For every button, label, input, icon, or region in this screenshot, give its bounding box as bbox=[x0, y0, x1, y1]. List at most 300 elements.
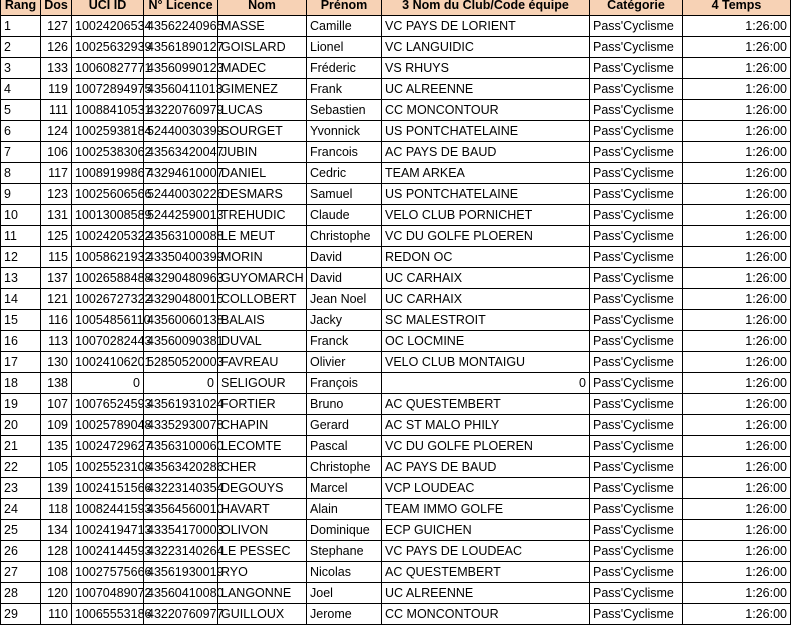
cell-dos[interactable]: 117 bbox=[41, 163, 72, 184]
cell-prenom[interactable]: Marcel bbox=[307, 478, 382, 499]
cell-rang[interactable]: 8 bbox=[1, 163, 41, 184]
cell-dos[interactable]: 128 bbox=[41, 541, 72, 562]
table-row bbox=[1, 478, 791, 499]
cell-temps[interactable]: 1:26:00 bbox=[683, 478, 791, 499]
table-row bbox=[1, 520, 791, 541]
cell-club[interactable]: VC PAYS DE LOUDEAC bbox=[382, 541, 590, 562]
table-row bbox=[1, 562, 791, 583]
cell-dos[interactable]: 139 bbox=[41, 478, 72, 499]
cell-temps[interactable]: 1:26:00 bbox=[683, 604, 791, 625]
cell-club[interactable]: UC ALREENNE bbox=[382, 583, 590, 604]
cell-licence[interactable]: 43290480015 bbox=[144, 289, 218, 310]
cell-categorie[interactable]: Pass'Cyclisme bbox=[590, 499, 683, 520]
cell-categorie[interactable]: Pass'Cyclisme bbox=[590, 16, 683, 37]
cell-categorie[interactable]: Pass'Cyclisme bbox=[590, 331, 683, 352]
cell-club[interactable]: CC MONCONTOUR bbox=[382, 100, 590, 121]
cell-uci-id[interactable]: 10088410531 bbox=[72, 100, 144, 121]
cell-licence[interactable]: 52850520003 bbox=[144, 352, 218, 373]
cell-licence[interactable]: 43223140354 bbox=[144, 478, 218, 499]
cell-nom[interactable]: BALAIS bbox=[218, 310, 307, 331]
cell-dos[interactable]: 110 bbox=[41, 604, 72, 625]
cell-licence[interactable]: 43560410080 bbox=[144, 583, 218, 604]
cell-dos[interactable]: 106 bbox=[41, 142, 72, 163]
cell-temps[interactable]: 1:26:00 bbox=[683, 541, 791, 562]
cell-categorie[interactable]: Pass'Cyclisme bbox=[590, 604, 683, 625]
cell-rang[interactable]: 5 bbox=[1, 100, 41, 121]
cell-uci-id[interactable]: 10025789048 bbox=[72, 415, 144, 436]
cell-temps[interactable]: 1:26:00 bbox=[683, 37, 791, 58]
cell-categorie[interactable]: Pass'Cyclisme bbox=[590, 58, 683, 79]
cell-nom[interactable]: DUVAL bbox=[218, 331, 307, 352]
cell-rang[interactable]: 15 bbox=[1, 310, 41, 331]
table-row bbox=[1, 247, 791, 268]
cell-dos[interactable]: 116 bbox=[41, 310, 72, 331]
cell-prenom[interactable]: Olivier bbox=[307, 352, 382, 373]
cell-licence[interactable]: 52440030226 bbox=[144, 184, 218, 205]
cell-prenom[interactable]: Jean Noel bbox=[307, 289, 382, 310]
cell-uci-id[interactable]: 10025606566 bbox=[72, 184, 144, 205]
cell-club[interactable]: US PONTCHATELAINE bbox=[382, 184, 590, 205]
cell-licence[interactable]: 43564560010 bbox=[144, 499, 218, 520]
cell-rang[interactable]: 28 bbox=[1, 583, 41, 604]
cell-uci-id[interactable]: 10070282443 bbox=[72, 331, 144, 352]
cell-categorie[interactable]: Pass'Cyclisme bbox=[590, 37, 683, 58]
cell-club[interactable]: AC QUESTEMBERT bbox=[382, 394, 590, 415]
table-row bbox=[1, 142, 791, 163]
cell-prenom[interactable]: Gerard bbox=[307, 415, 382, 436]
cell-licence[interactable]: 43563420047 bbox=[144, 142, 218, 163]
cell-temps[interactable]: 1:26:00 bbox=[683, 352, 791, 373]
cell-nom[interactable]: GUYOMARCH bbox=[218, 268, 307, 289]
cell-licence[interactable]: 43561930019 bbox=[144, 562, 218, 583]
cell-uci-id[interactable]: 10024205322 bbox=[72, 226, 144, 247]
cell-nom[interactable]: LANGONNE bbox=[218, 583, 307, 604]
cell-uci-id[interactable]: 10026727322 bbox=[72, 289, 144, 310]
cell-prenom[interactable]: Jerome bbox=[307, 604, 382, 625]
cell-dos[interactable]: 105 bbox=[41, 457, 72, 478]
cell-temps[interactable]: 1:26:00 bbox=[683, 394, 791, 415]
cell-uci-id[interactable]: 10024729627 bbox=[72, 436, 144, 457]
cell-uci-id[interactable]: 10027575666 bbox=[72, 562, 144, 583]
cell-temps[interactable]: 1:26:00 bbox=[683, 58, 791, 79]
cell-nom[interactable]: LUCAS bbox=[218, 100, 307, 121]
cell-categorie[interactable]: Pass'Cyclisme bbox=[590, 79, 683, 100]
cell-rang[interactable]: 22 bbox=[1, 457, 41, 478]
cell-dos[interactable]: 127 bbox=[41, 16, 72, 37]
cell-prenom[interactable]: Cedric bbox=[307, 163, 382, 184]
table-row bbox=[1, 121, 791, 142]
cell-temps[interactable]: 1:26:00 bbox=[683, 205, 791, 226]
cell-temps[interactable]: 1:26:00 bbox=[683, 184, 791, 205]
cell-uci-id[interactable]: 10024206534 bbox=[72, 16, 144, 37]
cell-nom[interactable]: LE MEUT bbox=[218, 226, 307, 247]
cell-nom[interactable]: JUBIN bbox=[218, 142, 307, 163]
table-row bbox=[1, 373, 791, 394]
col-header-uci-id[interactable]: UCI ID bbox=[72, 0, 144, 16]
table-row bbox=[1, 268, 791, 289]
cell-nom[interactable]: TREHUDIC bbox=[218, 205, 307, 226]
cell-uci-id[interactable]: 10060827771 bbox=[72, 58, 144, 79]
cell-nom[interactable]: DESMARS bbox=[218, 184, 307, 205]
cell-club[interactable]: ECP GUICHEN bbox=[382, 520, 590, 541]
cell-uci-id[interactable]: 10072894975 bbox=[72, 79, 144, 100]
cell-dos[interactable]: 108 bbox=[41, 562, 72, 583]
cell-licence[interactable]: 52440030399 bbox=[144, 121, 218, 142]
cell-temps[interactable]: 1:26:00 bbox=[683, 436, 791, 457]
cell-club[interactable]: REDON OC bbox=[382, 247, 590, 268]
cell-nom[interactable]: LE PESSEC bbox=[218, 541, 307, 562]
table-row bbox=[1, 163, 791, 184]
cell-prenom[interactable]: Yvonnick bbox=[307, 121, 382, 142]
cell-dos[interactable]: 138 bbox=[41, 373, 72, 394]
cell-temps[interactable]: 1:26:00 bbox=[683, 16, 791, 37]
col-header-club[interactable]: 3 Nom du Club/Code équipe bbox=[382, 0, 590, 16]
cell-temps[interactable]: 1:26:00 bbox=[683, 247, 791, 268]
cell-uci-id[interactable]: 10082441593 bbox=[72, 499, 144, 520]
cell-temps[interactable]: 1:26:00 bbox=[683, 226, 791, 247]
cell-club[interactable]: SC MALESTROIT bbox=[382, 310, 590, 331]
cell-categorie[interactable]: Pass'Cyclisme bbox=[590, 226, 683, 247]
cell-dos[interactable]: 137 bbox=[41, 268, 72, 289]
cell-licence[interactable]: 43290480963 bbox=[144, 268, 218, 289]
cell-licence[interactable]: 43560411013 bbox=[144, 79, 218, 100]
cell-nom[interactable]: CHAPIN bbox=[218, 415, 307, 436]
cell-licence[interactable]: 43563100060 bbox=[144, 436, 218, 457]
cell-prenom[interactable]: Nicolas bbox=[307, 562, 382, 583]
cell-dos[interactable]: 118 bbox=[41, 499, 72, 520]
cell-categorie[interactable]: Pass'Cyclisme bbox=[590, 541, 683, 562]
cell-nom[interactable]: OLIVON bbox=[218, 520, 307, 541]
cell-club[interactable]: 0 bbox=[382, 373, 590, 394]
cell-dos[interactable]: 131 bbox=[41, 205, 72, 226]
col-header-temps[interactable]: 4 Temps bbox=[683, 0, 791, 16]
cell-prenom[interactable]: David bbox=[307, 268, 382, 289]
cell-categorie[interactable]: Pass'Cyclisme bbox=[590, 268, 683, 289]
cell-categorie[interactable]: Pass'Cyclisme bbox=[590, 142, 683, 163]
cell-temps[interactable]: 1:26:00 bbox=[683, 142, 791, 163]
table-row bbox=[1, 457, 791, 478]
cell-prenom[interactable]: Francois bbox=[307, 142, 382, 163]
cell-rang[interactable]: 10 bbox=[1, 205, 41, 226]
header-row bbox=[1, 0, 791, 16]
cell-licence[interactable]: 43294610007 bbox=[144, 163, 218, 184]
cell-nom[interactable]: FAVREAU bbox=[218, 352, 307, 373]
cell-nom[interactable]: GUILLOUX bbox=[218, 604, 307, 625]
cell-uci-id[interactable]: 10065553186 bbox=[72, 604, 144, 625]
cell-rang[interactable]: 3 bbox=[1, 58, 41, 79]
cell-rang[interactable]: 18 bbox=[1, 373, 41, 394]
cell-dos[interactable]: 113 bbox=[41, 331, 72, 352]
cell-nom[interactable]: SOURGET bbox=[218, 121, 307, 142]
col-header-rang[interactable]: Rang bbox=[1, 0, 41, 16]
cell-uci-id[interactable]: 10025938184 bbox=[72, 121, 144, 142]
cell-temps[interactable]: 1:26:00 bbox=[683, 163, 791, 184]
cell-categorie[interactable]: Pass'Cyclisme bbox=[590, 415, 683, 436]
cell-prenom[interactable]: Joel bbox=[307, 583, 382, 604]
cell-uci-id[interactable]: 10013008589 bbox=[72, 205, 144, 226]
cell-uci-id[interactable]: 10025523108 bbox=[72, 457, 144, 478]
cell-temps[interactable]: 1:26:00 bbox=[683, 79, 791, 100]
cell-club[interactable]: AC PAYS DE BAUD bbox=[382, 142, 590, 163]
table-row bbox=[1, 604, 791, 625]
cell-temps[interactable]: 1:26:00 bbox=[683, 100, 791, 121]
cell-dos[interactable]: 111 bbox=[41, 100, 72, 121]
cell-prenom[interactable]: Bruno bbox=[307, 394, 382, 415]
cell-nom[interactable]: MASSE bbox=[218, 16, 307, 37]
cell-club[interactable]: AC PAYS DE BAUD bbox=[382, 457, 590, 478]
cell-uci-id[interactable]: 10024106201 bbox=[72, 352, 144, 373]
cell-rang[interactable]: 16 bbox=[1, 331, 41, 352]
cell-temps[interactable]: 1:26:00 bbox=[683, 121, 791, 142]
cell-club[interactable]: VELO CLUB MONTAIGU bbox=[382, 352, 590, 373]
cell-prenom[interactable]: Samuel bbox=[307, 184, 382, 205]
cell-licence[interactable]: 43561890127 bbox=[144, 37, 218, 58]
cell-nom[interactable]: MORIN bbox=[218, 247, 307, 268]
cell-uci-id[interactable]: 10089199867 bbox=[72, 163, 144, 184]
cell-nom[interactable]: SELIGOUR bbox=[218, 373, 307, 394]
cell-club[interactable]: VC DU GOLFE PLOEREN bbox=[382, 436, 590, 457]
cell-club[interactable]: VC PAYS DE LORIENT bbox=[382, 16, 590, 37]
cell-nom[interactable]: HAVART bbox=[218, 499, 307, 520]
cell-categorie[interactable]: Pass'Cyclisme bbox=[590, 121, 683, 142]
cell-licence[interactable]: 43352930078 bbox=[144, 415, 218, 436]
cell-club[interactable]: VS RHUYS bbox=[382, 58, 590, 79]
cell-uci-id[interactable]: 0 bbox=[72, 373, 144, 394]
cell-categorie[interactable]: Pass'Cyclisme bbox=[590, 394, 683, 415]
cell-prenom[interactable]: Dominique bbox=[307, 520, 382, 541]
cell-rang[interactable]: 17 bbox=[1, 352, 41, 373]
table-row bbox=[1, 79, 791, 100]
cell-rang[interactable]: 23 bbox=[1, 478, 41, 499]
cell-licence[interactable]: 43563100088 bbox=[144, 226, 218, 247]
cell-club[interactable]: TEAM IMMO GOLFE bbox=[382, 499, 590, 520]
cell-rang[interactable]: 13 bbox=[1, 268, 41, 289]
cell-licence[interactable]: 43561931024 bbox=[144, 394, 218, 415]
cell-uci-id[interactable]: 10058621932 bbox=[72, 247, 144, 268]
cell-rang[interactable]: 1 bbox=[1, 16, 41, 37]
cell-uci-id[interactable]: 10054856110 bbox=[72, 310, 144, 331]
table-row bbox=[1, 415, 791, 436]
cell-rang[interactable]: 20 bbox=[1, 415, 41, 436]
col-header-categorie[interactable]: Catégorie bbox=[590, 0, 683, 16]
cell-uci-id[interactable]: 10024144593 bbox=[72, 541, 144, 562]
cell-temps[interactable]: 1:26:00 bbox=[683, 373, 791, 394]
cell-categorie[interactable]: Pass'Cyclisme bbox=[590, 520, 683, 541]
cell-rang[interactable]: 9 bbox=[1, 184, 41, 205]
table-row bbox=[1, 310, 791, 331]
cell-club[interactable]: OC LOCMINE bbox=[382, 331, 590, 352]
cell-licence[interactable]: 43560060138 bbox=[144, 310, 218, 331]
cell-rang[interactable]: 26 bbox=[1, 541, 41, 562]
cell-licence[interactable]: 43223140264 bbox=[144, 541, 218, 562]
cell-prenom[interactable]: Fréderic bbox=[307, 58, 382, 79]
cell-club[interactable]: UC CARHAIX bbox=[382, 268, 590, 289]
cell-categorie[interactable]: Pass'Cyclisme bbox=[590, 163, 683, 184]
cell-rang[interactable]: 14 bbox=[1, 289, 41, 310]
table-row bbox=[1, 583, 791, 604]
cell-prenom[interactable]: Frank bbox=[307, 79, 382, 100]
cell-rang[interactable]: 11 bbox=[1, 226, 41, 247]
table-row bbox=[1, 16, 791, 37]
cell-prenom[interactable]: Pascal bbox=[307, 436, 382, 457]
cell-prenom[interactable]: Christophe bbox=[307, 226, 382, 247]
cell-prenom[interactable]: Franck bbox=[307, 331, 382, 352]
table-row bbox=[1, 100, 791, 121]
cell-dos[interactable]: 134 bbox=[41, 520, 72, 541]
cell-rang[interactable]: 12 bbox=[1, 247, 41, 268]
table-row bbox=[1, 37, 791, 58]
cell-temps[interactable]: 1:26:00 bbox=[683, 457, 791, 478]
cell-rang[interactable]: 29 bbox=[1, 604, 41, 625]
cell-rang[interactable]: 25 bbox=[1, 520, 41, 541]
cell-temps[interactable]: 1:26:00 bbox=[683, 583, 791, 604]
table-row bbox=[1, 436, 791, 457]
cell-licence[interactable]: 43560090381 bbox=[144, 331, 218, 352]
cell-nom[interactable]: DEGOUYS bbox=[218, 478, 307, 499]
cell-nom[interactable]: COLLOBERT bbox=[218, 289, 307, 310]
cell-prenom[interactable]: Stephane bbox=[307, 541, 382, 562]
cell-prenom[interactable]: Christophe bbox=[307, 457, 382, 478]
cell-dos[interactable]: 123 bbox=[41, 184, 72, 205]
cell-rang[interactable]: 19 bbox=[1, 394, 41, 415]
cell-categorie[interactable]: Pass'Cyclisme bbox=[590, 457, 683, 478]
table-row bbox=[1, 226, 791, 247]
cell-categorie[interactable]: Pass'Cyclisme bbox=[590, 583, 683, 604]
table-row bbox=[1, 499, 791, 520]
table-row bbox=[1, 289, 791, 310]
cell-nom[interactable]: DANIEL bbox=[218, 163, 307, 184]
cell-dos[interactable]: 107 bbox=[41, 394, 72, 415]
cell-licence[interactable]: 52442590013 bbox=[144, 205, 218, 226]
cell-dos[interactable]: 115 bbox=[41, 247, 72, 268]
cell-uci-id[interactable]: 10026588488 bbox=[72, 268, 144, 289]
col-header-dos[interactable]: Dos bbox=[41, 0, 72, 16]
cell-rang[interactable]: 6 bbox=[1, 121, 41, 142]
cell-nom[interactable]: CHER bbox=[218, 457, 307, 478]
cell-licence[interactable]: 43560990123 bbox=[144, 58, 218, 79]
cell-dos[interactable]: 126 bbox=[41, 37, 72, 58]
cell-rang[interactable]: 7 bbox=[1, 142, 41, 163]
cell-uci-id[interactable]: 10025383062 bbox=[72, 142, 144, 163]
cell-categorie[interactable]: Pass'Cyclisme bbox=[590, 184, 683, 205]
cell-club[interactable]: US PONTCHATELAINE bbox=[382, 121, 590, 142]
cell-nom[interactable]: RYO bbox=[218, 562, 307, 583]
table-row bbox=[1, 394, 791, 415]
cell-nom[interactable]: GIMENEZ bbox=[218, 79, 307, 100]
cell-prenom[interactable]: David bbox=[307, 247, 382, 268]
cell-uci-id[interactable]: 10076524593 bbox=[72, 394, 144, 415]
cell-licence[interactable]: 43350400399 bbox=[144, 247, 218, 268]
cell-rang[interactable]: 4 bbox=[1, 79, 41, 100]
cell-licence[interactable]: 43563420286 bbox=[144, 457, 218, 478]
cell-dos[interactable]: 109 bbox=[41, 415, 72, 436]
cell-prenom[interactable]: Jacky bbox=[307, 310, 382, 331]
cell-club[interactable]: VCP LOUDEAC bbox=[382, 478, 590, 499]
col-header-licence[interactable]: N° Licence bbox=[144, 0, 218, 16]
cell-club[interactable]: AC ST MALO PHILY bbox=[382, 415, 590, 436]
cell-prenom[interactable]: Lionel bbox=[307, 37, 382, 58]
cell-categorie[interactable]: Pass'Cyclisme bbox=[590, 478, 683, 499]
col-header-prenom[interactable]: Prénom bbox=[307, 0, 382, 16]
cell-temps[interactable]: 1:26:00 bbox=[683, 268, 791, 289]
cell-licence[interactable]: 43220760979 bbox=[144, 100, 218, 121]
cell-categorie[interactable]: Pass'Cyclisme bbox=[590, 100, 683, 121]
cell-licence[interactable]: 43562240965 bbox=[144, 16, 218, 37]
cell-nom[interactable]: MADEC bbox=[218, 58, 307, 79]
cell-club[interactable]: VC DU GOLFE PLOEREN bbox=[382, 226, 590, 247]
cell-rang[interactable]: 21 bbox=[1, 436, 41, 457]
cell-categorie[interactable]: Pass'Cyclisme bbox=[590, 436, 683, 457]
cell-uci-id[interactable]: 10070489072 bbox=[72, 583, 144, 604]
table-row bbox=[1, 184, 791, 205]
cell-club[interactable]: UC CARHAIX bbox=[382, 289, 590, 310]
table-row bbox=[1, 352, 791, 373]
cell-categorie[interactable]: Pass'Cyclisme bbox=[590, 310, 683, 331]
cell-temps[interactable]: 1:26:00 bbox=[683, 310, 791, 331]
cell-club[interactable]: UC ALREENNE bbox=[382, 79, 590, 100]
cell-prenom[interactable]: Claude bbox=[307, 205, 382, 226]
cell-categorie[interactable]: Pass'Cyclisme bbox=[590, 247, 683, 268]
cell-prenom[interactable]: Camille bbox=[307, 16, 382, 37]
cell-rang[interactable]: 2 bbox=[1, 37, 41, 58]
cell-licence[interactable]: 0 bbox=[144, 373, 218, 394]
cell-dos[interactable]: 133 bbox=[41, 58, 72, 79]
cell-licence[interactable]: 43220760977 bbox=[144, 604, 218, 625]
table-body bbox=[1, 16, 791, 625]
cell-categorie[interactable]: Pass'Cyclisme bbox=[590, 373, 683, 394]
cell-club[interactable]: TEAM ARKEA bbox=[382, 163, 590, 184]
cell-dos[interactable]: 119 bbox=[41, 79, 72, 100]
table-row bbox=[1, 541, 791, 562]
cell-club[interactable]: VELO CLUB PORNICHET bbox=[382, 205, 590, 226]
cell-temps[interactable]: 1:26:00 bbox=[683, 415, 791, 436]
cell-uci-id[interactable]: 10024151566 bbox=[72, 478, 144, 499]
cell-club[interactable]: VC LANGUIDIC bbox=[382, 37, 590, 58]
cell-categorie[interactable]: Pass'Cyclisme bbox=[590, 289, 683, 310]
cell-categorie[interactable]: Pass'Cyclisme bbox=[590, 205, 683, 226]
cell-rang[interactable]: 27 bbox=[1, 562, 41, 583]
table-row bbox=[1, 331, 791, 352]
cell-temps[interactable]: 1:26:00 bbox=[683, 499, 791, 520]
cell-categorie[interactable]: Pass'Cyclisme bbox=[590, 352, 683, 373]
cell-nom[interactable]: FORTIER bbox=[218, 394, 307, 415]
cell-dos[interactable]: 124 bbox=[41, 121, 72, 142]
cell-rang[interactable]: 24 bbox=[1, 499, 41, 520]
cell-categorie[interactable]: Pass'Cyclisme bbox=[590, 562, 683, 583]
cell-uci-id[interactable]: 10025632939 bbox=[72, 37, 144, 58]
cell-dos[interactable]: 135 bbox=[41, 436, 72, 457]
cell-uci-id[interactable]: 10024194713 bbox=[72, 520, 144, 541]
cell-nom[interactable]: LECOMTE bbox=[218, 436, 307, 457]
cell-nom[interactable]: GOISLARD bbox=[218, 37, 307, 58]
cell-prenom[interactable]: François bbox=[307, 373, 382, 394]
cell-prenom[interactable]: Alain bbox=[307, 499, 382, 520]
cell-dos[interactable]: 121 bbox=[41, 289, 72, 310]
col-header-nom[interactable]: Nom bbox=[218, 0, 307, 16]
cell-dos[interactable]: 130 bbox=[41, 352, 72, 373]
cell-club[interactable]: CC MONCONTOUR bbox=[382, 604, 590, 625]
cell-licence[interactable]: 43354170003 bbox=[144, 520, 218, 541]
cell-dos[interactable]: 120 bbox=[41, 583, 72, 604]
cell-temps[interactable]: 1:26:00 bbox=[683, 562, 791, 583]
cell-temps[interactable]: 1:26:00 bbox=[683, 331, 791, 352]
cell-temps[interactable]: 1:26:00 bbox=[683, 520, 791, 541]
cell-prenom[interactable]: Sebastien bbox=[307, 100, 382, 121]
cell-dos[interactable]: 125 bbox=[41, 226, 72, 247]
cell-club[interactable]: AC QUESTEMBERT bbox=[382, 562, 590, 583]
cell-temps[interactable]: 1:26:00 bbox=[683, 289, 791, 310]
table-row bbox=[1, 205, 791, 226]
